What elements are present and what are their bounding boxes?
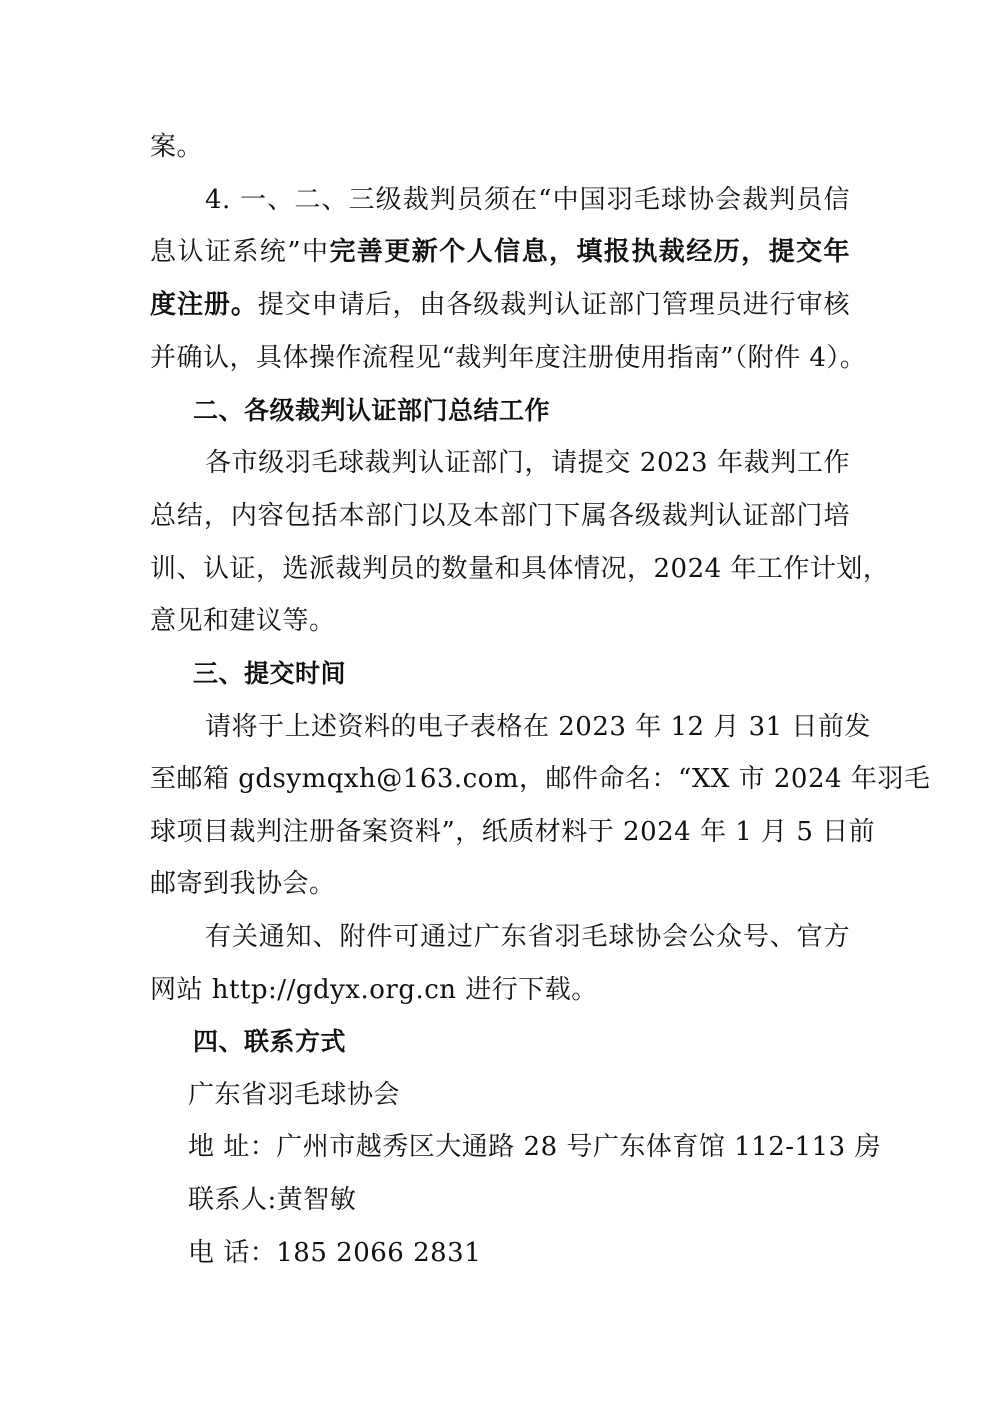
section-heading: 四、联系方式 (193, 1027, 347, 1056)
paragraph-line: 各市级羽毛球裁判认证部门，请提交 2023 年裁判工作 (205, 448, 850, 478)
paragraph-line (150, 232, 850, 272)
paragraph-line (150, 285, 850, 325)
bold-text-run: 度注册。 (150, 290, 258, 320)
paragraph-line: 并确认，具体操作流程见“裁判年度注册使用指南”（附件 4）。 (150, 343, 867, 373)
section-heading: 三、提交时间 (193, 659, 347, 688)
paragraph-line: 有关通知、附件可通过广东省羽毛球协会公众号、官方 (205, 922, 850, 952)
paragraph-line: 网站 http://gdyx.org.cn 进行下载。 (150, 975, 598, 1005)
paragraph-line: 案。 (150, 132, 204, 162)
section-heading: 二、各级裁判认证部门总结工作 (193, 396, 551, 425)
text-run: 提交申请后，由各级裁判认证部门管理员进行审核 (257, 290, 850, 320)
contact-org: 广东省羽毛球协会 (188, 1080, 401, 1110)
paragraph-line: 球项目裁判注册备案资料”，纸质材料于 2024 年 1 月 5 日前 (150, 817, 876, 847)
contact-phone: 电 话：185 2066 2831 (188, 1238, 482, 1268)
contact-person: 联系人:黄智敏 (188, 1185, 357, 1215)
bold-text-run: 完善更新个人信息，填报执裁经历，提交年 (329, 237, 850, 267)
contact-address: 地 址：广州市越秀区大通路 28 号广东体育馆 112-113 房 (188, 1132, 881, 1162)
paragraph-line: 邮寄到我协会。 (150, 869, 336, 899)
paragraph-line: 总结，内容包括本部门以及本部门下属各级裁判认证部门培 (150, 501, 850, 531)
paragraph-line: 意见和建议等。 (150, 606, 336, 636)
paragraph-line: 训、认证，选派裁判员的数量和具体情况，2024 年工作计划， (150, 554, 890, 584)
paragraph-line: 4. 一、二、三级裁判员须在“中国羽毛球协会裁判员信 (205, 185, 850, 215)
text-run: 息认证系统”中 (150, 237, 330, 267)
paragraph-line: 请将于上述资料的电子表格在 2023 年 12 月 31 日前发 (205, 712, 871, 742)
paragraph-line: 至邮箱 gdsymqxh@163.com，邮件命名：“XX 市 2024 年羽毛 (150, 764, 931, 794)
